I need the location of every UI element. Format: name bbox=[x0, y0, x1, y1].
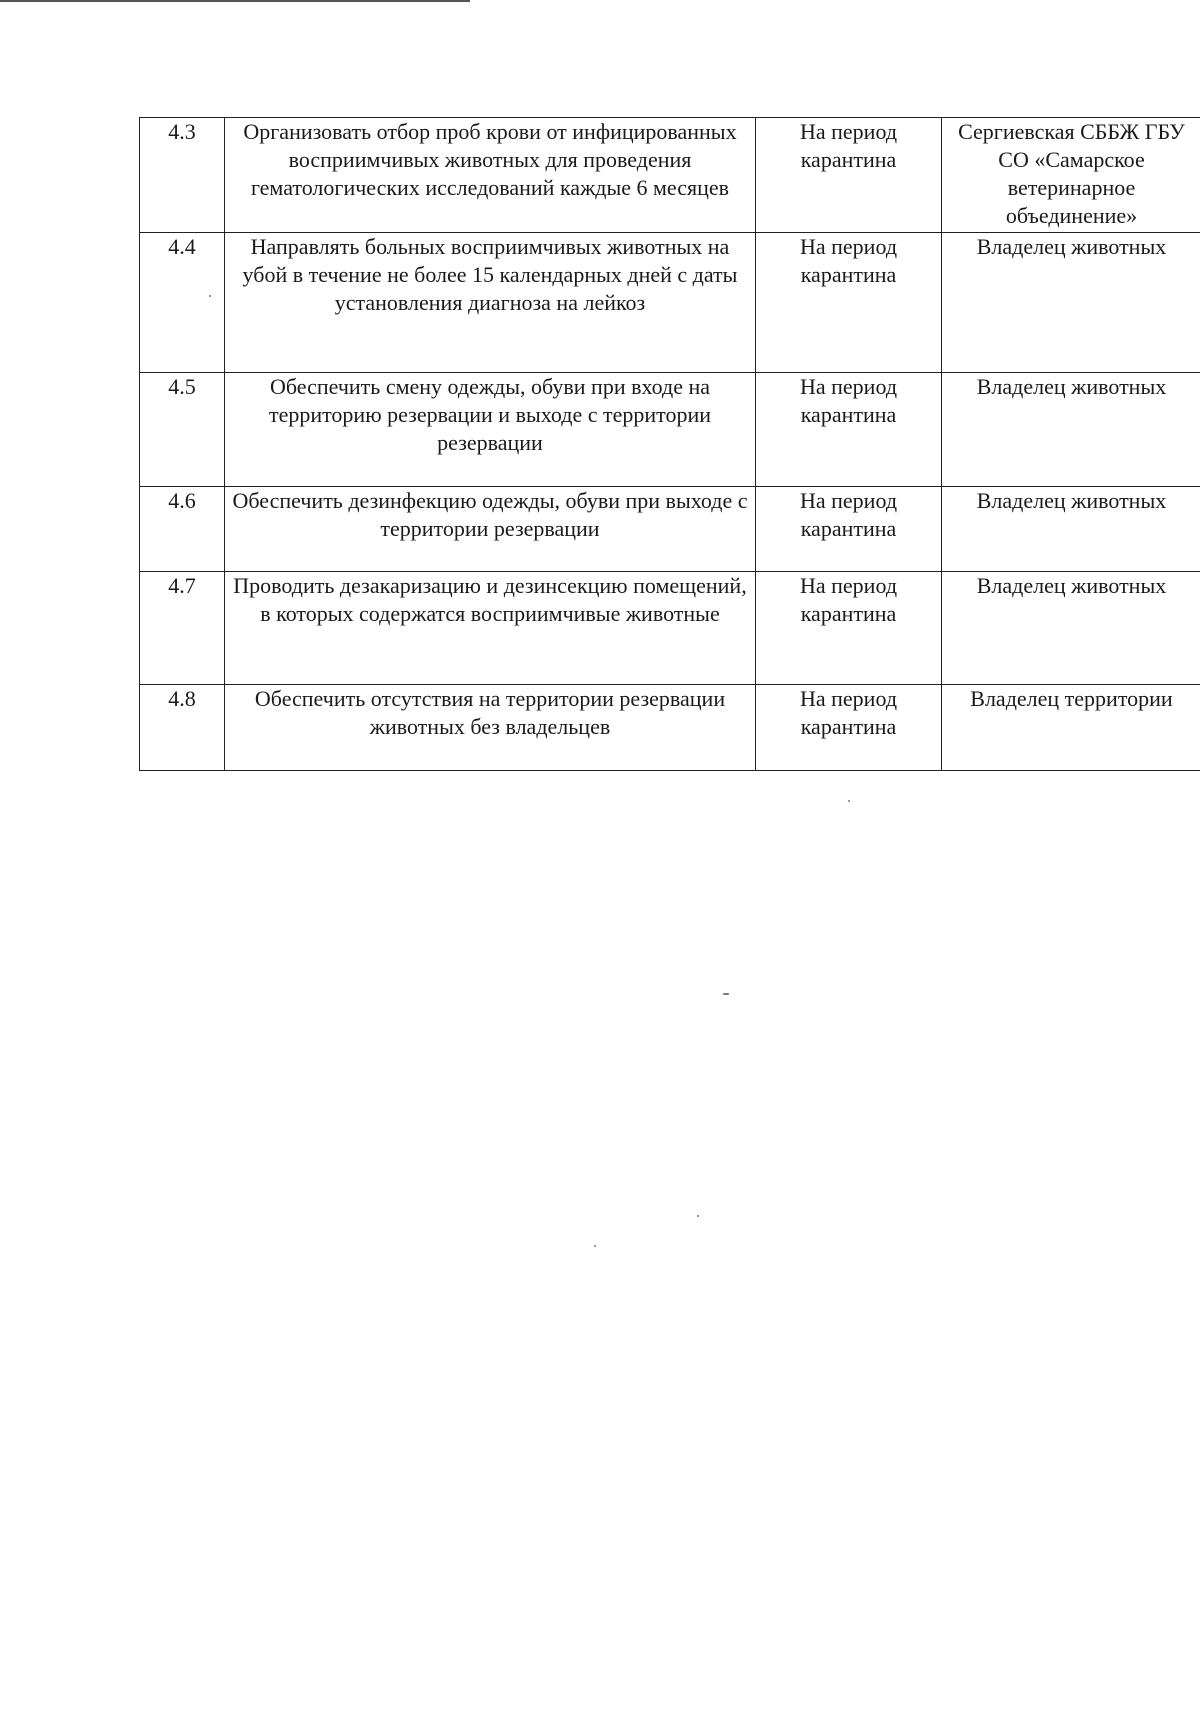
scan-speck bbox=[848, 800, 850, 802]
table-row bbox=[140, 233, 1200, 373]
table-row bbox=[140, 685, 1200, 771]
table-row bbox=[140, 487, 1200, 572]
measure-term: На период карантина bbox=[756, 118, 942, 233]
measure-description: Обеспечить дезинфекцию одежды, обуви при выходе с территории резервации bbox=[225, 487, 756, 572]
responsible-party: Владелец животных bbox=[942, 233, 1200, 373]
table-row bbox=[140, 373, 1200, 487]
measure-description: Обеспечить отсутствия на территории резервации животных без владельцев bbox=[225, 685, 756, 771]
scan-speck bbox=[697, 1215, 699, 1217]
table-row bbox=[140, 118, 1200, 233]
table-row bbox=[140, 572, 1200, 685]
row-number: 4.7 bbox=[140, 572, 225, 685]
measure-description: Организовать отбор проб крови от инфицированных восприимчивых животных для проведения гематологических исследований каждые 6 месяцев bbox=[225, 118, 756, 233]
row-number: 4.3 bbox=[140, 118, 225, 233]
row-number: 4.6 bbox=[140, 487, 225, 572]
scan-edge-line bbox=[0, 0, 470, 2]
measure-term: На период карантина bbox=[756, 685, 942, 771]
scan-speck bbox=[594, 1245, 596, 1247]
measure-description: Проводить дезакаризацию и дезинсекцию помещений, в которых содержатся восприимчивые животные bbox=[225, 572, 756, 685]
row-number: 4.4 bbox=[140, 233, 225, 373]
measure-term: На период карантина bbox=[756, 487, 942, 572]
measure-description: Направлять больных восприимчивых животных на убой в течение не более 15 календарных дней с даты установления диагноза на лейкоз bbox=[225, 233, 756, 373]
row-number: 4.5 bbox=[140, 373, 225, 487]
scan-speck bbox=[209, 295, 211, 297]
responsible-party: Владелец животных bbox=[942, 572, 1200, 685]
responsible-party: Владелец животных bbox=[942, 373, 1200, 487]
measure-description: Обеспечить смену одежды, обуви при входе на территорию резервации и выходе с территории резервации bbox=[225, 373, 756, 487]
row-number: 4.8 bbox=[140, 685, 225, 771]
measure-term: На период карантина bbox=[756, 373, 942, 487]
scan-speck bbox=[723, 993, 729, 995]
measure-term: На период карантина bbox=[756, 572, 942, 685]
measure-term: На период карантина bbox=[756, 233, 942, 373]
measures-table bbox=[139, 117, 1200, 771]
responsible-party: Владелец территории bbox=[942, 685, 1200, 771]
responsible-party: Владелец животных bbox=[942, 487, 1200, 572]
responsible-party: Сергиевская СББЖ ГБУ СО «Самарское ветеринарное объединение» bbox=[942, 118, 1200, 233]
